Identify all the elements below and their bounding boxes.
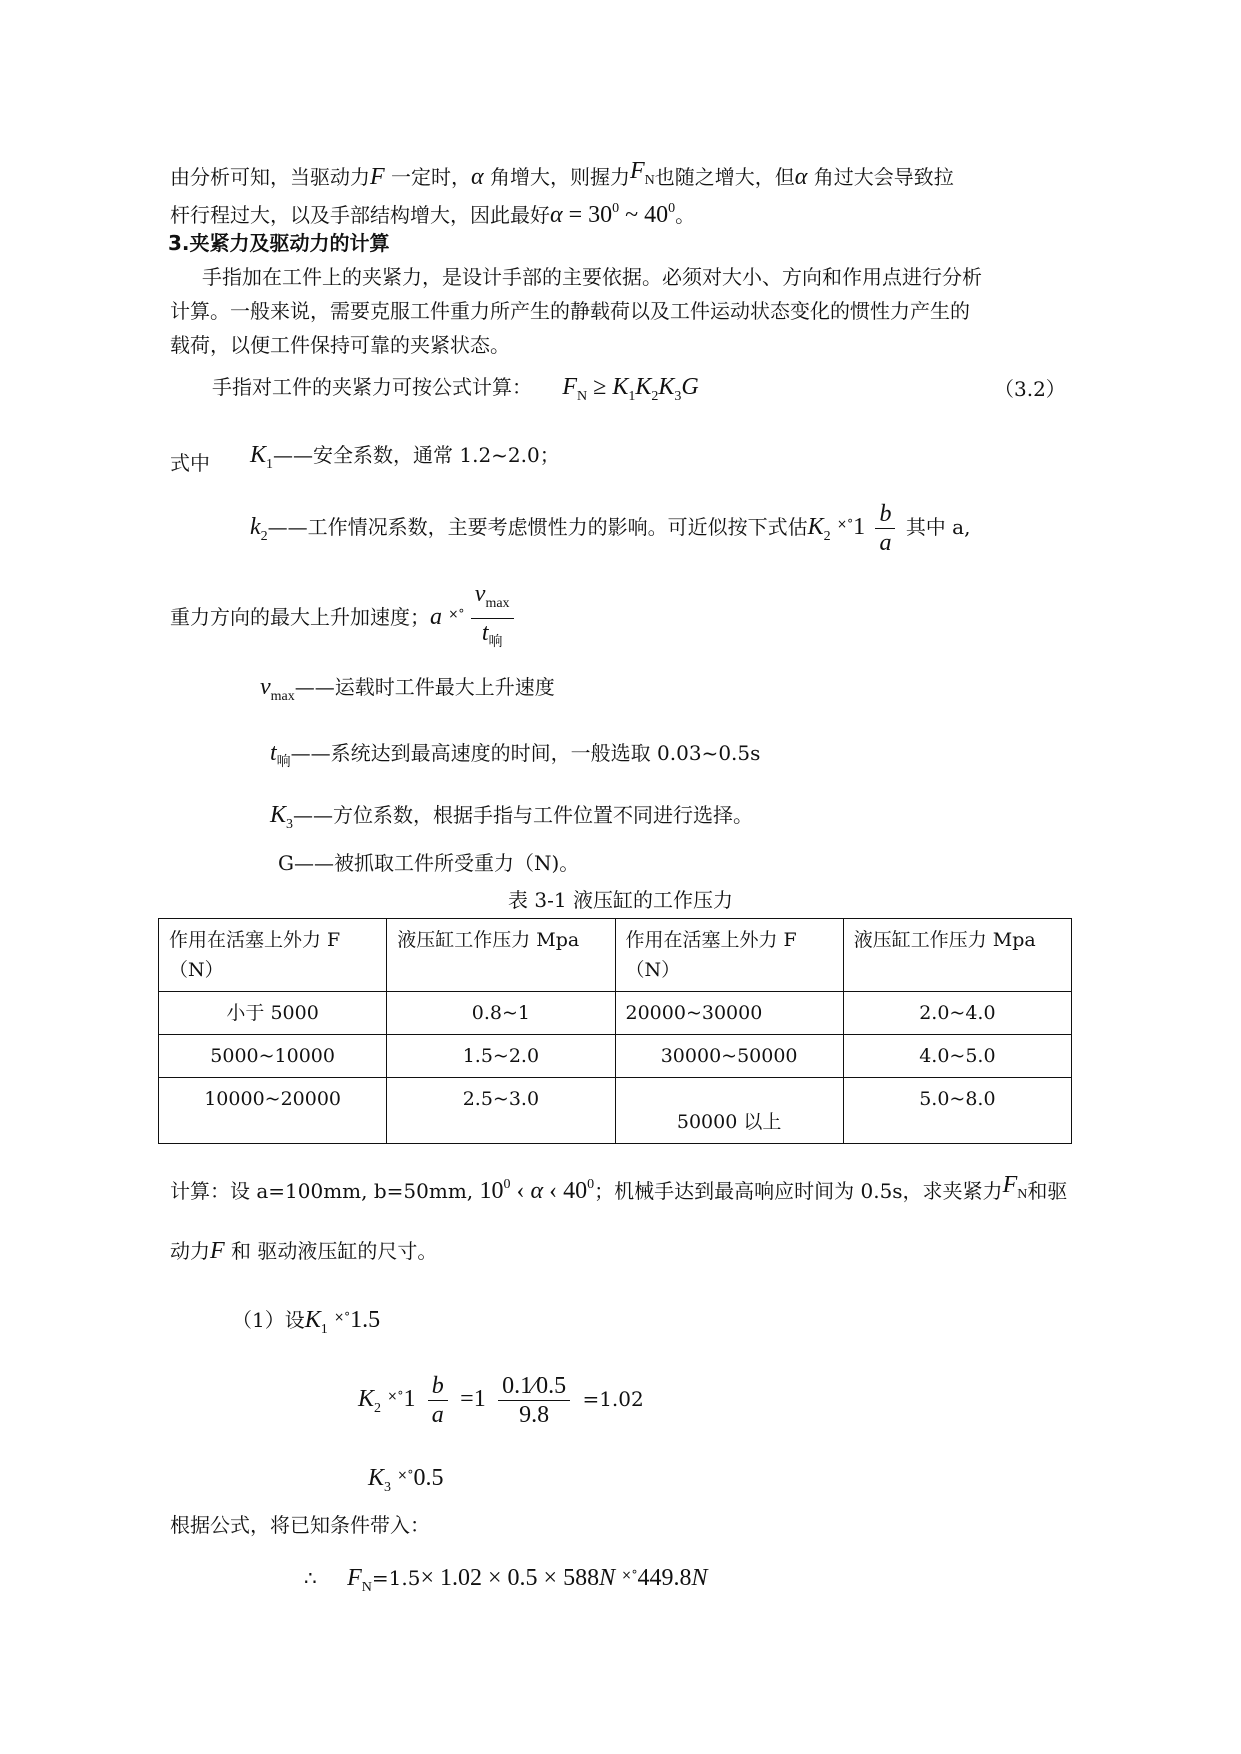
section3-body2: 计算。一般来说，需要克服工件重力所产生的静载荷以及工件运动状态变化的惯性力产生的 bbox=[170, 299, 970, 323]
k1-definition: $K_1——$安全系数，通常 1.2~2.0； bbox=[250, 442, 560, 472]
table-row bbox=[159, 992, 1072, 1035]
equation-number: （3.2） bbox=[994, 377, 1066, 401]
vmax-definition: $v_{max}——$运载时工件最大上升速度 bbox=[260, 674, 555, 704]
var-alpha: α bbox=[471, 164, 484, 190]
g-definition: G——被抓取工件所受重力（N)。 bbox=[278, 851, 580, 875]
calc-line2: 动力F 和 驱动液压缸的尺寸。 bbox=[170, 1238, 438, 1264]
table-header-row bbox=[159, 919, 1072, 992]
table-cell: 50000 以上 bbox=[615, 1078, 843, 1144]
table-header-cell: 液压缸工作压力 Mpa bbox=[843, 919, 1071, 992]
table-cell: 10000~20000 bbox=[159, 1078, 387, 1144]
table-header-cell: 作用在活塞上外力 F（N） bbox=[615, 919, 843, 992]
table-cell: 0.8~1 bbox=[387, 992, 615, 1035]
table-cell: 5.0~8.0 bbox=[843, 1078, 1071, 1144]
table-cell: 20000~30000 bbox=[615, 992, 843, 1035]
apply-line: 根据公式，将已知条件带入： bbox=[170, 1513, 430, 1537]
para1-line2: 杆行程过大，以及手部结构增大，因此最好$\alpha = 30^0$ ~ $40^0$。 bbox=[170, 201, 696, 228]
section-heading: 3.夹紧力及驱动力的计算 bbox=[168, 231, 390, 255]
t-definition: $t_响——$系统达到最高速度的时间，一般选取 0.03~0.5s bbox=[270, 740, 761, 770]
k3-definition: $K_3——$方位系数，根据手指与工件位置不同进行选择。 bbox=[270, 802, 754, 832]
k2-calc: $K_2$ ×°1 $\frac{b}{a}$ =1 $\frac{0.1⁄0.5}{9.8}$ =1.02 bbox=[358, 1373, 644, 1428]
table-cell: 5000~10000 bbox=[159, 1035, 387, 1078]
table-header-cell: 液压缸工作压力 Mpa bbox=[387, 919, 615, 992]
para1-line1: 由分析可知，当驱动力F 一定时，α 角增大，则握力$F_N$也随之增大，但α 角过大会导致拉 bbox=[170, 158, 954, 190]
final-result: ∴ $F_N=1.5\times 1.02 \times 0.5 \times 588N$ ×°449.8N bbox=[304, 1565, 708, 1595]
accel-definition: 重力方向的最大上升加速度；a ×° $\frac{v_{max}}{t_响}$ bbox=[170, 580, 514, 657]
table-cell: 2.0~4.0 bbox=[843, 992, 1071, 1035]
table-row bbox=[159, 1078, 1072, 1144]
section3-body3: 载荷，以便工件保持可靠的夹紧状态。 bbox=[170, 333, 510, 357]
table-header-cell: 作用在活塞上外力 F（N） bbox=[159, 919, 387, 992]
section3-body1: 手指加在工件上的夹紧力，是设计手部的主要依据。必须对大小、方向和作用点进行分析 bbox=[202, 265, 982, 289]
formula-expr: $F_N \ge K_1K_2K_3G$ bbox=[562, 374, 699, 404]
pressure-table bbox=[158, 918, 1072, 1144]
var-F: F bbox=[370, 164, 385, 190]
where-label: 式中 bbox=[170, 451, 210, 475]
calc-line1: 计算：设 a=100mm, b=50mm, $10^0$ ‹ α ‹ $40^0$；机械手达到最高响应时间为 0.5s，求夹紧力$F_N$和驱 bbox=[170, 1172, 1068, 1204]
k3-calc: $K_3$ ×°0.5 bbox=[368, 1465, 444, 1495]
k2-definition: $k_2——$工作情况系数，主要考虑惯性力的影响。可近似按下式估$K_2$ ×°1 $\frac{b}{a}$ 其中 a, bbox=[250, 501, 971, 556]
formula-3-2: 手指对工件的夹紧力可按公式计算： $F_N \ge K_1K_2K_3G$ bbox=[212, 374, 699, 404]
table-cell: 1.5~2.0 bbox=[387, 1035, 615, 1078]
table-cell: 4.0~5.0 bbox=[843, 1035, 1071, 1078]
table-cell: 30000~50000 bbox=[615, 1035, 843, 1078]
table-caption: 表 3-1 液压缸的工作压力 bbox=[508, 888, 733, 912]
table-row bbox=[159, 1035, 1072, 1078]
alpha-range: $\alpha = 30^0$ ~ $40^0$ bbox=[550, 201, 676, 228]
table-cell: 小于 5000 bbox=[159, 992, 387, 1035]
var-FN: $F_N$ bbox=[630, 158, 655, 188]
table-cell: 2.5~3.0 bbox=[387, 1078, 615, 1144]
step1: （1）设$K_1$ ×°1.5 bbox=[232, 1307, 381, 1337]
